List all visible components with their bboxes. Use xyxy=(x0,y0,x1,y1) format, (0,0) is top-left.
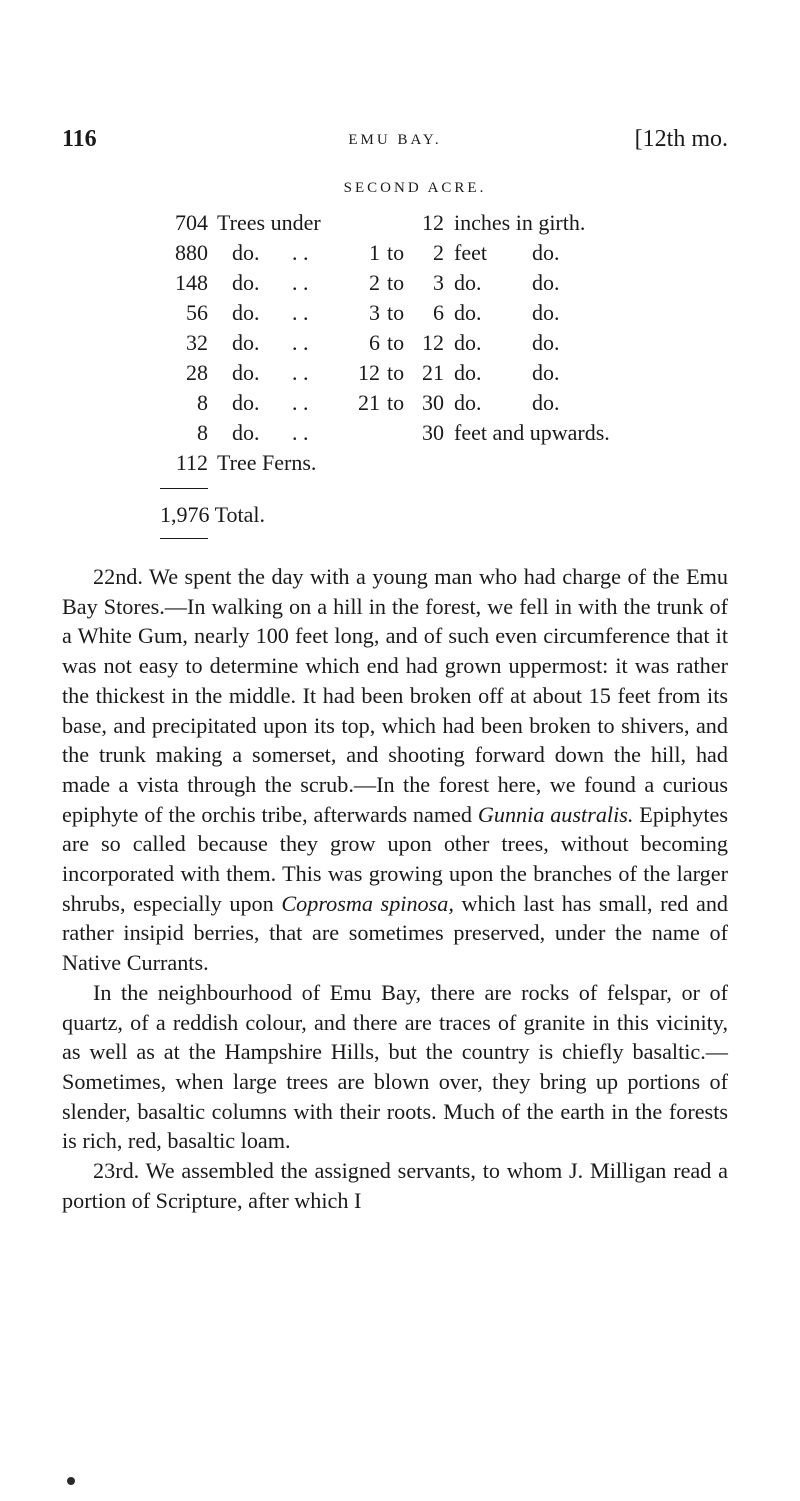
page-number: 116 xyxy=(62,126,97,152)
sum-rule-top xyxy=(160,488,208,489)
row-range-upper: 12 xyxy=(422,210,444,235)
ink-speck xyxy=(67,1477,75,1485)
row-unit: feet xyxy=(454,240,487,265)
row-range-lower: 21 xyxy=(358,390,380,415)
row-count: 112 xyxy=(175,450,208,475)
row-range-lower: 12 xyxy=(358,360,380,385)
row-label: Trees under xyxy=(217,210,321,235)
row-leader-dots: . . xyxy=(292,300,309,325)
row-unit: do. xyxy=(454,270,482,295)
row-ditto: do. xyxy=(532,270,560,295)
row-leader-dots: . . xyxy=(292,270,309,295)
row-unit: do. xyxy=(454,300,482,325)
row-label: do. xyxy=(232,240,260,265)
row-leader-dots: . . xyxy=(292,330,309,355)
row-range-to: to xyxy=(387,390,405,415)
row-range-upper: 2 xyxy=(433,240,444,265)
row-count: 880 xyxy=(175,240,208,265)
row-ditto: do. xyxy=(532,330,560,355)
row-range-to: to xyxy=(387,270,405,295)
row-range-lower: 1 xyxy=(369,240,380,265)
row-label: do. xyxy=(232,360,260,385)
row-range-lower: 2 xyxy=(369,270,380,295)
row-label: do. xyxy=(232,390,260,415)
row-unit: feet and upwards. xyxy=(454,420,610,445)
row-label: Tree Ferns. xyxy=(217,450,317,475)
row-label: do. xyxy=(232,330,260,355)
body-text xyxy=(62,562,728,1215)
paragraph-text: 22nd. We spent the day with a young man who had charge of the Emu Bay Stores.—In walking on a hill in the forest, we fell in with the trunk of a White Gum, nearly 100 feet long, and of such even circumference that it was not easy to determine which end had grown uppermost: it was rather the thickest in the middle. It had been broken off at about 15 feet from its base, and precipitated upon its top, which had been broken to shivers, and the trunk making a somerset, and shooting forward down the hill, had made a vista through the scrub.—In the forest here, we found a curious epiphyte of the orchis tribe, afterwards named xyxy=(62,564,728,827)
row-count: 28 xyxy=(186,360,208,385)
row-leader-dots: . . xyxy=(292,390,309,415)
row-label: do. xyxy=(232,300,260,325)
row-range-lower: 3 xyxy=(369,300,380,325)
row-unit: do. xyxy=(454,390,482,415)
row-unit: inches in girth. xyxy=(454,210,586,235)
row-range-to: to xyxy=(387,240,405,265)
paragraph-text: which last has small, red and rather insipid berries, that are sometimes preserved, under the name of Native Currants. xyxy=(62,890,729,976)
row-range-upper: 30 xyxy=(422,420,444,445)
row-range-upper: 6 xyxy=(433,300,444,325)
row-leader-dots: . . xyxy=(292,420,309,445)
row-range-upper: 30 xyxy=(422,390,444,415)
running-head: EMU BAY. xyxy=(348,132,442,148)
row-range-upper: 21 xyxy=(422,360,444,385)
row-label: do. xyxy=(232,270,260,295)
row-ditto: do. xyxy=(532,240,560,265)
table-caption: SECOND ACRE. xyxy=(343,180,487,196)
row-range-to: to xyxy=(387,300,405,325)
row-range-upper: 3 xyxy=(433,270,444,295)
sum-rule-bottom xyxy=(160,538,208,539)
row-count: 8 xyxy=(197,390,208,415)
row-count: 8 xyxy=(197,420,208,445)
table-total: 1,976 Total. xyxy=(160,502,265,527)
row-leader-dots: . . xyxy=(292,240,309,265)
row-count: 148 xyxy=(175,270,208,295)
row-count: 56 xyxy=(186,300,208,325)
row-ditto: do. xyxy=(532,360,560,385)
paragraph-22nd xyxy=(62,562,728,978)
row-range-upper: 12 xyxy=(422,330,444,355)
species-name: Gunnia australis. xyxy=(477,801,634,827)
running-head-month: [12th mo. xyxy=(634,126,728,152)
paragraph-23rd: 23rd. We assembled the assigned servants, to whom J. Milligan read a portion of Scripture, after which I xyxy=(62,1158,728,1213)
page-header xyxy=(62,126,728,156)
row-label: do. xyxy=(232,420,260,445)
paragraph-text: Epiphytes are so called because they grow upon other trees, without becoming incorporated with them. This was growing upon the branches of the larger shrubs, especially upon xyxy=(62,801,729,916)
row-ditto: do. xyxy=(532,300,560,325)
row-unit: do. xyxy=(454,360,482,385)
row-ditto: do. xyxy=(532,390,560,415)
row-count: 704 xyxy=(175,210,208,235)
row-range-to: to xyxy=(387,330,405,355)
paragraph-neighbourhood: In the neighbourhood of Emu Bay, there are rocks of felspar, or of quartz, of a reddish colour, and there are traces of granite in this vicinity, as well as at the Hampshire Hills, but the country is chiefly basaltic.—Sometimes, when large trees are blown over, they bring up portions of slender, basaltic columns with their roots. Much of the earth in the forests is rich, red, basaltic loam. xyxy=(62,979,728,1154)
row-range-lower: 6 xyxy=(369,330,380,355)
row-unit: do. xyxy=(454,330,482,355)
species-name: Coprosma spinosa, xyxy=(281,890,454,916)
row-leader-dots: . . xyxy=(292,360,309,385)
row-range-to: to xyxy=(387,360,405,385)
row-count: 32 xyxy=(186,330,208,355)
